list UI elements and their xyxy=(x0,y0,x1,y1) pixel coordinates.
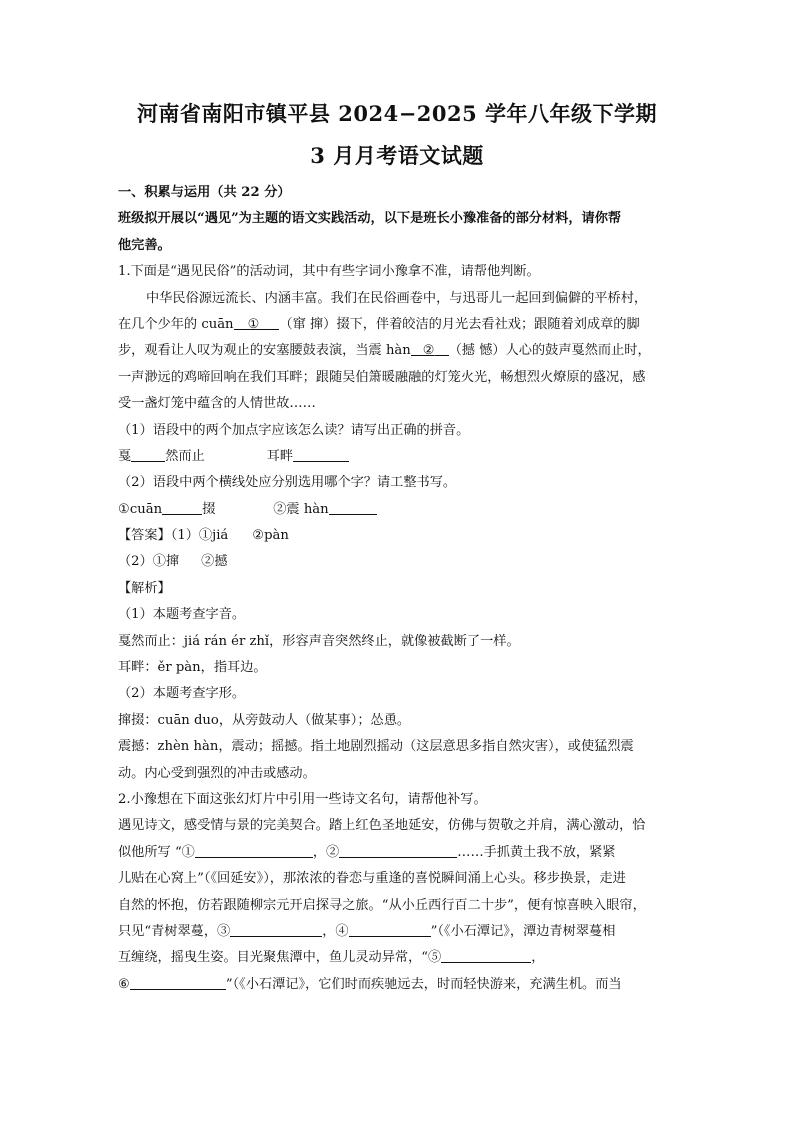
q2-text: ……手抓黄土我不放，紧紧 xyxy=(457,844,616,860)
q2-text: 互缠绕，摇曳生姿。目光聚焦潭中，鱼儿灵动异常，“⑤ xyxy=(118,950,442,966)
document-body xyxy=(118,180,684,998)
q2-line: 遇见诗文，感受情与景的完美契合。踏上红色圣地延安，仿佛与贺敬之并肩，满心激动，恰 xyxy=(118,818,646,834)
answer-row xyxy=(118,523,684,549)
passage-text: 在几个少年的 cuān xyxy=(118,316,234,332)
q2-text: ， xyxy=(531,950,545,966)
answer-blank[interactable] xyxy=(339,841,457,858)
q2-text: ”（《小石潭记》，它们时而疾驰远去，时而轻快游来，充满生机。而当 xyxy=(225,976,622,992)
section-heading: 一、积累与运用（共 22 分） xyxy=(118,185,291,200)
q2-line xyxy=(118,919,684,945)
blank-marker: ② xyxy=(422,343,435,359)
answer-text: （2）①撺 xyxy=(118,554,180,570)
passage-text: （撼 憾）人心的鼓声戛然而止时， xyxy=(448,343,651,359)
passage-text: 步，观看让人叹为观止的安塞腰鼓表演，当震 hàn xyxy=(118,343,411,359)
question-1-prompt: 1.下面是“遇见民俗”的活动词，其中有些字词小豫拿不准，请帮他判断。 xyxy=(118,264,540,280)
q2-line xyxy=(118,945,684,971)
answer-text: ②撼 xyxy=(201,554,228,570)
answer-blank[interactable] xyxy=(195,841,313,858)
analysis-label: 【解析】 xyxy=(118,580,171,596)
q2-text: ”（《小石潭记》，潭边青树翠蔓相 xyxy=(430,923,616,939)
analysis-line: 撺掇：cuān duo，从旁鼓动人（做某事）；怂恿。 xyxy=(118,712,411,728)
answer-blank[interactable] xyxy=(130,973,226,990)
answer-blank[interactable] xyxy=(349,920,431,937)
passage-line: 受一盏灯笼中蕴含的人情世故…… xyxy=(118,396,316,412)
answer-blank[interactable] xyxy=(230,920,322,937)
question-1-sub2: （2）语段中两个横线处应分别选用哪个字？请工整书写。 xyxy=(118,475,457,491)
q2-text: 似他所写 “① xyxy=(118,844,195,860)
passage-line xyxy=(118,338,684,364)
analysis-line: （1）本题考查字音。 xyxy=(118,607,246,623)
answer-text: ②pàn xyxy=(252,528,289,544)
q2-text: 只见“青树翠蔓，③ xyxy=(118,923,231,939)
answer-blank[interactable] xyxy=(131,445,165,462)
answer-blank[interactable] xyxy=(162,498,202,515)
question-2-prompt: 2.小豫想在下面这张幻灯片中引用一些诗文名句，请帮他补写。 xyxy=(118,791,487,807)
analysis-line: （2）本题考查字形。 xyxy=(118,686,246,702)
answer-blank[interactable] xyxy=(441,946,531,963)
question-1-sub1: （1）语段中的两个加点字应该怎么读？请写出正确的拼音。 xyxy=(118,422,470,438)
blank-line xyxy=(435,339,449,356)
q2-line: 儿贴在心窝上”（《回延安》），那浓浓的眷恋与重逢的喜悦瞬间涌上心头。移步换景，走进 xyxy=(118,871,626,887)
answer-text: （1）①jiá xyxy=(170,528,229,544)
q2-line xyxy=(118,972,684,998)
section-intro-line2: 他完善。 xyxy=(118,237,171,253)
blank-label: 然而止 xyxy=(165,448,205,464)
q2-line: 自然的怀抱，仿若跟随柳宗元开启探寻之旅。“从小丘西行百二十步”，便有惊喜映入眼帘， xyxy=(118,897,646,913)
section-intro-line1: 班级拟开展以“遇见”为主题的语文实践活动，以下是班长小豫准备的部分材料，请你帮 xyxy=(118,211,622,227)
blank-marker: ① xyxy=(247,316,260,332)
q2-text: ，② xyxy=(312,844,340,860)
analysis-line: 动。内心受到强烈的冲击或感动。 xyxy=(118,765,316,781)
passage-text: （窜 撺）掇下，伴着皎洁的月光去看社戏；跟随着刘成章的脚 xyxy=(279,316,640,332)
passage-line: 中华民俗源远流长、内涵丰富。我们在民俗画卷中，与迅哥儿一起回到偏僻的平桥村， xyxy=(146,290,648,306)
blank-line xyxy=(259,313,279,330)
blank-label: 戛 xyxy=(118,448,132,464)
passage-line: 一声渺远的鸡啼回响在我们耳畔；跟随吴伯箫暖融融的灯笼火光，畅想烈火燎原的盛况，感 xyxy=(118,369,646,385)
blank-label: ②震 hàn xyxy=(273,501,329,517)
analysis-line: 戛然而止：jiá rán ér zhǐ，形容声音突然终止，就像被截断了一样。 xyxy=(118,633,520,649)
blank-line xyxy=(411,339,423,356)
blank-line xyxy=(234,313,248,330)
answer-blank[interactable] xyxy=(329,498,377,515)
sub1-blanks xyxy=(118,444,684,470)
sub2-blanks xyxy=(118,497,684,523)
blank-label: 耳畔 xyxy=(266,448,294,464)
blank-label: 掇 xyxy=(202,501,216,517)
q2-line xyxy=(118,840,684,866)
q2-text: ，④ xyxy=(322,923,349,939)
analysis-line: 耳畔：ěr pàn，指耳边。 xyxy=(118,660,267,676)
answer-label: 【答案】 xyxy=(118,528,171,544)
answer-row xyxy=(118,549,684,575)
answer-blank[interactable] xyxy=(293,445,349,462)
document-title-line1: 河南省南阳市镇平县 2024−2025 学年八年级下学期 xyxy=(136,101,658,126)
blank-label: ①cuān xyxy=(118,501,163,517)
passage-line xyxy=(118,312,684,338)
q2-text: ⑥ xyxy=(118,976,130,992)
document-title-line2: 3 月月考语文试题 xyxy=(310,143,484,168)
analysis-line: 震撼：zhèn hàn，震动；摇撼。指土地剧烈摇动（这层意思多指自然灾害），或使猛烈震 xyxy=(118,739,634,755)
